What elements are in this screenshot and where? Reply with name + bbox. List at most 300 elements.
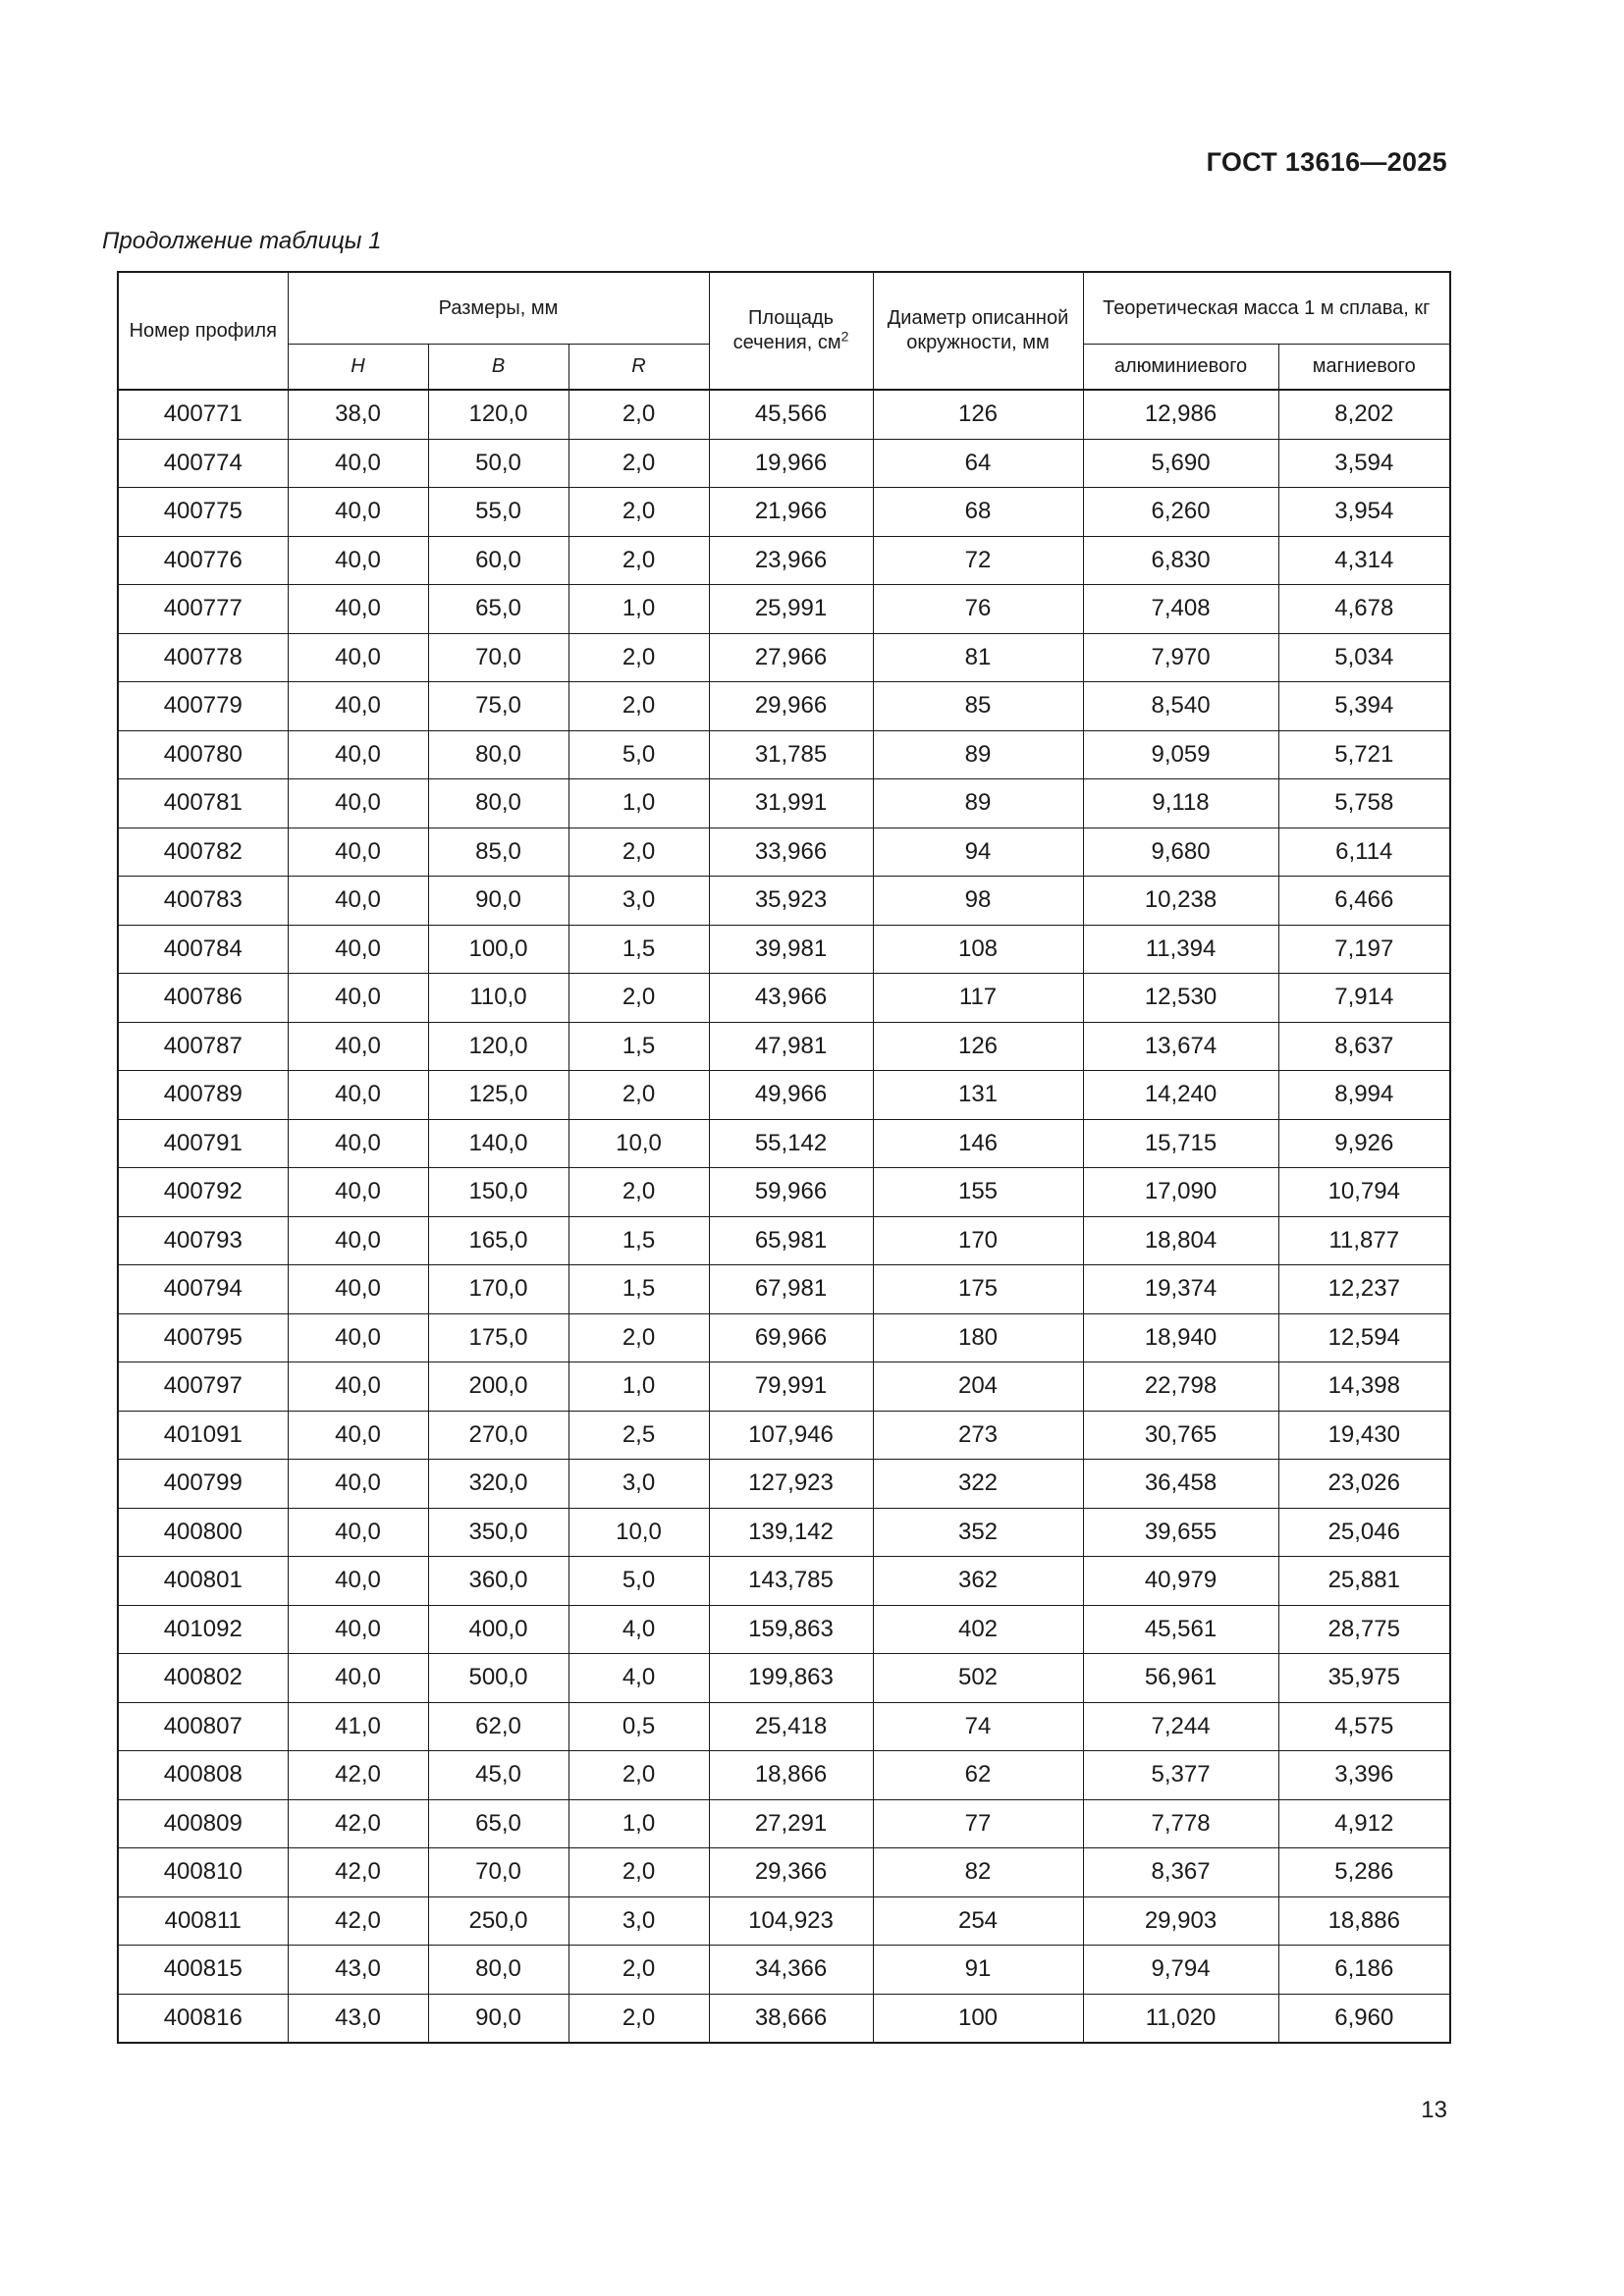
magnesium-mass-cell: 5,034 (1278, 633, 1450, 682)
b-cell: 55,0 (428, 488, 568, 537)
area-cell: 199,863 (709, 1654, 873, 1703)
b-cell: 90,0 (428, 1994, 568, 2043)
h-cell: 42,0 (288, 1751, 428, 1800)
b-cell: 320,0 (428, 1460, 568, 1509)
diameter-cell: 352 (873, 1508, 1083, 1557)
profile-number-cell: 400782 (118, 828, 288, 877)
magnesium-mass-cell: 5,394 (1278, 682, 1450, 731)
b-cell: 150,0 (428, 1168, 568, 1217)
h-cell: 40,0 (288, 828, 428, 877)
aluminum-mass-cell: 5,690 (1083, 439, 1278, 488)
table-row (118, 1702, 1450, 1751)
table-caption: Продолжение таблицы 1 (102, 228, 382, 254)
diameter-cell: 72 (873, 536, 1083, 585)
h-cell: 40,0 (288, 1216, 428, 1265)
aluminum-mass-cell: 9,059 (1083, 730, 1278, 779)
magnesium-mass-cell: 5,721 (1278, 730, 1450, 779)
table-row (118, 1071, 1450, 1120)
magnesium-mass-cell: 5,758 (1278, 779, 1450, 828)
h-cell: 40,0 (288, 730, 428, 779)
diameter-cell: 77 (873, 1799, 1083, 1848)
b-cell: 50,0 (428, 439, 568, 488)
profile-number-cell: 400807 (118, 1702, 288, 1751)
h-cell: 40,0 (288, 974, 428, 1023)
profile-number-cell: 400799 (118, 1460, 288, 1509)
table-row (118, 877, 1450, 926)
aluminum-mass-cell: 29,903 (1083, 1896, 1278, 1946)
b-cell: 120,0 (428, 1022, 568, 1071)
area-cell: 107,946 (709, 1411, 873, 1460)
r-cell: 0,5 (568, 1702, 709, 1751)
profile-number-cell: 400775 (118, 488, 288, 537)
profile-number-cell: 400808 (118, 1751, 288, 1800)
aluminum-mass-cell: 18,804 (1083, 1216, 1278, 1265)
profile-number-cell: 400815 (118, 1946, 288, 1995)
table-row (118, 1265, 1450, 1314)
area-cell: 104,923 (709, 1896, 873, 1946)
table-row (118, 974, 1450, 1023)
b-cell: 270,0 (428, 1411, 568, 1460)
magnesium-mass-cell: 7,914 (1278, 974, 1450, 1023)
area-cell: 49,966 (709, 1071, 873, 1120)
diameter-cell: 89 (873, 779, 1083, 828)
table-row (118, 828, 1450, 877)
magnesium-mass-cell: 8,202 (1278, 390, 1450, 439)
profile-number-cell: 400784 (118, 925, 288, 974)
profile-number-cell: 400787 (118, 1022, 288, 1071)
b-cell: 175,0 (428, 1313, 568, 1362)
h-cell: 40,0 (288, 1071, 428, 1120)
area-cell: 25,991 (709, 585, 873, 634)
r-cell: 2,0 (568, 390, 709, 439)
magnesium-mass-cell: 18,886 (1278, 1896, 1450, 1946)
r-cell: 3,0 (568, 1460, 709, 1509)
diameter-cell: 502 (873, 1654, 1083, 1703)
h-cell: 40,0 (288, 1508, 428, 1557)
diameter-cell: 94 (873, 828, 1083, 877)
magnesium-mass-cell: 8,637 (1278, 1022, 1450, 1071)
aluminum-mass-cell: 22,798 (1083, 1362, 1278, 1412)
diameter-cell: 62 (873, 1751, 1083, 1800)
table-row (118, 1994, 1450, 2043)
aluminum-mass-cell: 5,377 (1083, 1751, 1278, 1800)
table-row (118, 1848, 1450, 1897)
diameter-cell: 85 (873, 682, 1083, 731)
r-cell: 2,0 (568, 1994, 709, 2043)
r-cell: 2,0 (568, 633, 709, 682)
h-cell: 43,0 (288, 1994, 428, 2043)
diameter-cell: 98 (873, 877, 1083, 926)
area-cell: 127,923 (709, 1460, 873, 1509)
b-cell: 75,0 (428, 682, 568, 731)
b-cell: 85,0 (428, 828, 568, 877)
diameter-cell: 117 (873, 974, 1083, 1023)
header-area-label: Площадь сечения, см (732, 307, 841, 353)
aluminum-mass-cell: 6,260 (1083, 488, 1278, 537)
h-cell: 40,0 (288, 877, 428, 926)
area-cell: 31,785 (709, 730, 873, 779)
table-row (118, 1460, 1450, 1509)
table-row (118, 1508, 1450, 1557)
b-cell: 250,0 (428, 1896, 568, 1946)
area-cell: 25,418 (709, 1702, 873, 1751)
b-cell: 125,0 (428, 1071, 568, 1120)
aluminum-mass-cell: 6,830 (1083, 536, 1278, 585)
r-cell: 2,0 (568, 536, 709, 585)
area-cell: 47,981 (709, 1022, 873, 1071)
diameter-cell: 204 (873, 1362, 1083, 1412)
diameter-cell: 126 (873, 390, 1083, 439)
header-area-superscript: 2 (840, 328, 849, 345)
magnesium-mass-cell: 4,678 (1278, 585, 1450, 634)
table-row (118, 1411, 1450, 1460)
b-cell: 62,0 (428, 1702, 568, 1751)
h-cell: 42,0 (288, 1848, 428, 1897)
b-cell: 80,0 (428, 1946, 568, 1995)
table-body (118, 390, 1450, 2043)
aluminum-mass-cell: 17,090 (1083, 1168, 1278, 1217)
h-cell: 40,0 (288, 1411, 428, 1460)
b-cell: 140,0 (428, 1119, 568, 1168)
r-cell: 2,5 (568, 1411, 709, 1460)
profile-number-cell: 400794 (118, 1265, 288, 1314)
h-cell: 40,0 (288, 1605, 428, 1654)
aluminum-mass-cell: 13,674 (1083, 1022, 1278, 1071)
b-cell: 65,0 (428, 1799, 568, 1848)
table-row (118, 536, 1450, 585)
profile-number-cell: 400792 (118, 1168, 288, 1217)
magnesium-mass-cell: 3,954 (1278, 488, 1450, 537)
magnesium-mass-cell: 4,912 (1278, 1799, 1450, 1848)
header-area (709, 272, 873, 390)
area-cell: 29,366 (709, 1848, 873, 1897)
diameter-cell: 170 (873, 1216, 1083, 1265)
profile-number-cell: 400801 (118, 1557, 288, 1606)
h-cell: 40,0 (288, 1119, 428, 1168)
area-cell: 67,981 (709, 1265, 873, 1314)
magnesium-mass-cell: 9,926 (1278, 1119, 1450, 1168)
area-cell: 139,142 (709, 1508, 873, 1557)
table-row (118, 925, 1450, 974)
r-cell: 1,5 (568, 1216, 709, 1265)
r-cell: 4,0 (568, 1654, 709, 1703)
aluminum-mass-cell: 12,530 (1083, 974, 1278, 1023)
profile-number-cell: 400793 (118, 1216, 288, 1265)
b-cell: 360,0 (428, 1557, 568, 1606)
area-cell: 159,863 (709, 1605, 873, 1654)
profile-number-cell: 401091 (118, 1411, 288, 1460)
table-row (118, 1362, 1450, 1412)
b-cell: 45,0 (428, 1751, 568, 1800)
profile-number-cell: 400789 (118, 1071, 288, 1120)
b-cell: 350,0 (428, 1508, 568, 1557)
area-cell: 27,291 (709, 1799, 873, 1848)
area-cell: 65,981 (709, 1216, 873, 1265)
magnesium-mass-cell: 3,396 (1278, 1751, 1450, 1800)
table-row (118, 779, 1450, 828)
diameter-cell: 146 (873, 1119, 1083, 1168)
magnesium-mass-cell: 28,775 (1278, 1605, 1450, 1654)
b-cell: 70,0 (428, 633, 568, 682)
h-cell: 43,0 (288, 1946, 428, 1995)
aluminum-mass-cell: 14,240 (1083, 1071, 1278, 1120)
area-cell: 23,966 (709, 536, 873, 585)
table-row (118, 633, 1450, 682)
diameter-cell: 155 (873, 1168, 1083, 1217)
area-cell: 19,966 (709, 439, 873, 488)
b-cell: 120,0 (428, 390, 568, 439)
r-cell: 2,0 (568, 1071, 709, 1120)
header-aluminum: алюминиевого (1083, 345, 1278, 391)
profile-number-cell: 400810 (118, 1848, 288, 1897)
h-cell: 40,0 (288, 488, 428, 537)
h-cell: 41,0 (288, 1702, 428, 1751)
b-cell: 400,0 (428, 1605, 568, 1654)
r-cell: 2,0 (568, 1946, 709, 1995)
profile-number-cell: 400774 (118, 439, 288, 488)
magnesium-mass-cell: 12,594 (1278, 1313, 1450, 1362)
magnesium-mass-cell: 6,466 (1278, 877, 1450, 926)
aluminum-mass-cell: 12,986 (1083, 390, 1278, 439)
area-cell: 45,566 (709, 390, 873, 439)
b-cell: 70,0 (428, 1848, 568, 1897)
aluminum-mass-cell: 9,794 (1083, 1946, 1278, 1995)
area-cell: 143,785 (709, 1557, 873, 1606)
diameter-cell: 74 (873, 1702, 1083, 1751)
table-row (118, 1168, 1450, 1217)
diameter-cell: 89 (873, 730, 1083, 779)
table-row (118, 1654, 1450, 1703)
r-cell: 1,0 (568, 1799, 709, 1848)
diameter-cell: 91 (873, 1946, 1083, 1995)
h-cell: 40,0 (288, 439, 428, 488)
r-cell: 2,0 (568, 828, 709, 877)
h-cell: 40,0 (288, 779, 428, 828)
aluminum-mass-cell: 15,715 (1083, 1119, 1278, 1168)
r-cell: 2,0 (568, 1168, 709, 1217)
diameter-cell: 175 (873, 1265, 1083, 1314)
header-mass: Теоретическая масса 1 м сплава, кг (1083, 272, 1450, 345)
area-cell: 59,966 (709, 1168, 873, 1217)
table-row (118, 1799, 1450, 1848)
profile-number-cell: 400783 (118, 877, 288, 926)
aluminum-mass-cell: 8,367 (1083, 1848, 1278, 1897)
r-cell: 1,0 (568, 585, 709, 634)
aluminum-mass-cell: 39,655 (1083, 1508, 1278, 1557)
magnesium-mass-cell: 12,237 (1278, 1265, 1450, 1314)
area-cell: 39,981 (709, 925, 873, 974)
header-h: H (288, 345, 428, 391)
table-row (118, 1946, 1450, 1995)
aluminum-mass-cell: 40,979 (1083, 1557, 1278, 1606)
h-cell: 40,0 (288, 633, 428, 682)
b-cell: 90,0 (428, 877, 568, 926)
profile-number-cell: 400809 (118, 1799, 288, 1848)
diameter-cell: 108 (873, 925, 1083, 974)
profile-number-cell: 400811 (118, 1896, 288, 1946)
magnesium-mass-cell: 6,114 (1278, 828, 1450, 877)
h-cell: 40,0 (288, 1265, 428, 1314)
magnesium-mass-cell: 7,197 (1278, 925, 1450, 974)
aluminum-mass-cell: 7,408 (1083, 585, 1278, 634)
h-cell: 40,0 (288, 1557, 428, 1606)
r-cell: 3,0 (568, 877, 709, 926)
profile-table (117, 271, 1451, 2044)
profile-number-cell: 400780 (118, 730, 288, 779)
page-number: 13 (1421, 2097, 1447, 2123)
profile-number-cell: 400802 (118, 1654, 288, 1703)
area-cell: 33,966 (709, 828, 873, 877)
aluminum-mass-cell: 8,540 (1083, 682, 1278, 731)
aluminum-mass-cell: 11,394 (1083, 925, 1278, 974)
header-dimensions: Размеры, мм (288, 272, 709, 345)
aluminum-mass-cell: 30,765 (1083, 1411, 1278, 1460)
r-cell: 2,0 (568, 439, 709, 488)
table-row (118, 730, 1450, 779)
h-cell: 38,0 (288, 390, 428, 439)
b-cell: 100,0 (428, 925, 568, 974)
diameter-cell: 64 (873, 439, 1083, 488)
profile-number-cell: 400778 (118, 633, 288, 682)
b-cell: 500,0 (428, 1654, 568, 1703)
diameter-cell: 362 (873, 1557, 1083, 1606)
diameter-cell: 68 (873, 488, 1083, 537)
magnesium-mass-cell: 4,575 (1278, 1702, 1450, 1751)
profile-number-cell: 400779 (118, 682, 288, 731)
area-cell: 43,966 (709, 974, 873, 1023)
h-cell: 42,0 (288, 1896, 428, 1946)
diameter-cell: 126 (873, 1022, 1083, 1071)
b-cell: 65,0 (428, 585, 568, 634)
b-cell: 80,0 (428, 779, 568, 828)
diameter-cell: 402 (873, 1605, 1083, 1654)
header-r: R (568, 345, 709, 391)
table-row (118, 1022, 1450, 1071)
diameter-cell: 81 (873, 633, 1083, 682)
r-cell: 4,0 (568, 1605, 709, 1654)
magnesium-mass-cell: 35,975 (1278, 1654, 1450, 1703)
diameter-cell: 82 (873, 1848, 1083, 1897)
table-row (118, 390, 1450, 439)
r-cell: 2,0 (568, 682, 709, 731)
magnesium-mass-cell: 8,994 (1278, 1071, 1450, 1120)
h-cell: 40,0 (288, 1362, 428, 1412)
magnesium-mass-cell: 25,046 (1278, 1508, 1450, 1557)
diameter-cell: 273 (873, 1411, 1083, 1460)
h-cell: 40,0 (288, 1313, 428, 1362)
aluminum-mass-cell: 56,961 (1083, 1654, 1278, 1703)
aluminum-mass-cell: 7,244 (1083, 1702, 1278, 1751)
header-profile-number: Номер профиля (118, 272, 288, 390)
r-cell: 2,0 (568, 1848, 709, 1897)
r-cell: 5,0 (568, 730, 709, 779)
area-cell: 35,923 (709, 877, 873, 926)
area-cell: 18,866 (709, 1751, 873, 1800)
profile-number-cell: 400816 (118, 1994, 288, 2043)
r-cell: 5,0 (568, 1557, 709, 1606)
r-cell: 1,0 (568, 1362, 709, 1412)
h-cell: 40,0 (288, 1460, 428, 1509)
r-cell: 2,0 (568, 1751, 709, 1800)
table-row (118, 1751, 1450, 1800)
table-row (118, 1313, 1450, 1362)
aluminum-mass-cell: 7,970 (1083, 633, 1278, 682)
profile-number-cell: 400771 (118, 390, 288, 439)
r-cell: 1,0 (568, 779, 709, 828)
area-cell: 27,966 (709, 633, 873, 682)
area-cell: 29,966 (709, 682, 873, 731)
r-cell: 1,5 (568, 925, 709, 974)
profile-number-cell: 401092 (118, 1605, 288, 1654)
r-cell: 10,0 (568, 1508, 709, 1557)
h-cell: 40,0 (288, 1654, 428, 1703)
b-cell: 60,0 (428, 536, 568, 585)
h-cell: 40,0 (288, 925, 428, 974)
header-magnesium: магниевого (1278, 345, 1450, 391)
area-cell: 38,666 (709, 1994, 873, 2043)
diameter-cell: 180 (873, 1313, 1083, 1362)
table-row (118, 682, 1450, 731)
table-row (118, 1557, 1450, 1606)
diameter-cell: 100 (873, 1994, 1083, 2043)
profile-number-cell: 400797 (118, 1362, 288, 1412)
area-cell: 34,366 (709, 1946, 873, 1995)
magnesium-mass-cell: 4,314 (1278, 536, 1450, 585)
aluminum-mass-cell: 11,020 (1083, 1994, 1278, 2043)
magnesium-mass-cell: 19,430 (1278, 1411, 1450, 1460)
b-cell: 80,0 (428, 730, 568, 779)
table-row (118, 1605, 1450, 1654)
h-cell: 42,0 (288, 1799, 428, 1848)
r-cell: 1,5 (568, 1265, 709, 1314)
h-cell: 40,0 (288, 585, 428, 634)
b-cell: 165,0 (428, 1216, 568, 1265)
diameter-cell: 322 (873, 1460, 1083, 1509)
magnesium-mass-cell: 10,794 (1278, 1168, 1450, 1217)
r-cell: 2,0 (568, 488, 709, 537)
aluminum-mass-cell: 36,458 (1083, 1460, 1278, 1509)
aluminum-mass-cell: 10,238 (1083, 877, 1278, 926)
table-row (118, 439, 1450, 488)
diameter-cell: 254 (873, 1896, 1083, 1946)
b-cell: 200,0 (428, 1362, 568, 1412)
table-row (118, 1119, 1450, 1168)
magnesium-mass-cell: 6,960 (1278, 1994, 1450, 2043)
magnesium-mass-cell: 6,186 (1278, 1946, 1450, 1995)
magnesium-mass-cell: 3,594 (1278, 439, 1450, 488)
h-cell: 40,0 (288, 682, 428, 731)
diameter-cell: 131 (873, 1071, 1083, 1120)
magnesium-mass-cell: 23,026 (1278, 1460, 1450, 1509)
h-cell: 40,0 (288, 1168, 428, 1217)
magnesium-mass-cell: 11,877 (1278, 1216, 1450, 1265)
profile-number-cell: 400800 (118, 1508, 288, 1557)
document-code: ГОСТ 13616—2025 (1206, 147, 1447, 177)
area-cell: 55,142 (709, 1119, 873, 1168)
magnesium-mass-cell: 5,286 (1278, 1848, 1450, 1897)
h-cell: 40,0 (288, 536, 428, 585)
r-cell: 10,0 (568, 1119, 709, 1168)
diameter-cell: 76 (873, 585, 1083, 634)
table-row (118, 1896, 1450, 1946)
aluminum-mass-cell: 9,680 (1083, 828, 1278, 877)
profile-number-cell: 400777 (118, 585, 288, 634)
aluminum-mass-cell: 7,778 (1083, 1799, 1278, 1848)
aluminum-mass-cell: 45,561 (1083, 1605, 1278, 1654)
b-cell: 170,0 (428, 1265, 568, 1314)
aluminum-mass-cell: 19,374 (1083, 1265, 1278, 1314)
profile-number-cell: 400781 (118, 779, 288, 828)
